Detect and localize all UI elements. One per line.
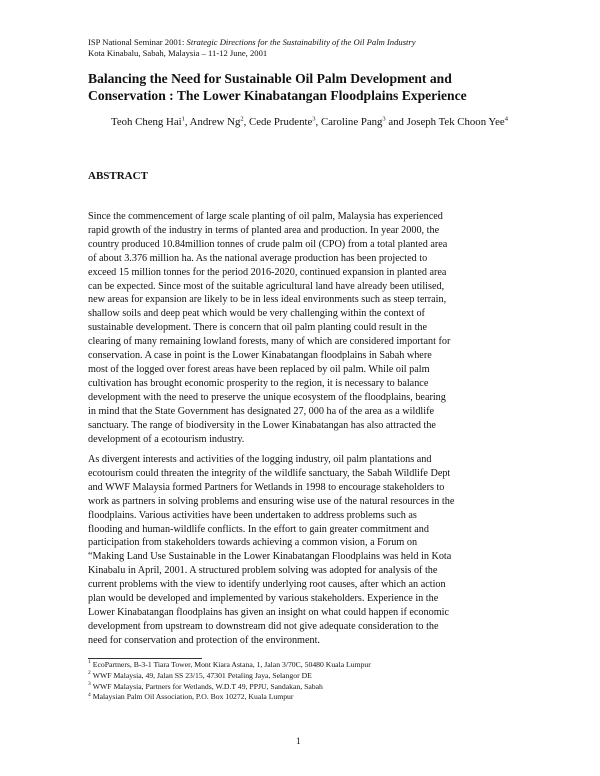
abstract-paragraph-1 (88, 210, 524, 446)
text-line: sustainable development. There is concern that oil palm planting could result in the (88, 322, 428, 334)
text-line: need for conservation and protection of the environment. (88, 634, 320, 646)
text-line: Kinabalu in April, 2001. A structured problem solving was adopted for analysis of the (88, 565, 438, 577)
text-line: sanctuary. The range of biodiversity in the Lower Kinabatangan has also attracted the (88, 419, 436, 431)
footnote: $^4$ Malaysian Palm Oil Association, P.O. Box 10272, Kuala Lumpur (88, 691, 294, 702)
author: Cede Prudente$^3$, (249, 115, 321, 128)
text-line: ecotourism could threaten the integrity of the wildlife sanctuary, the Sabah Wildlife Dept (88, 467, 451, 479)
abstract-paragraph-2 (88, 453, 524, 648)
text-line: development of a ecotourism industry. (88, 433, 245, 445)
text-line: development from upstream to downstream did not give adequate consideration to the (88, 620, 439, 632)
author: Andrew Ng$^2$, (189, 115, 250, 128)
text-line: work as partners in solving problems and ensuring wise use of the natural resources in the (88, 495, 455, 507)
text-line: clearing of many remaining lowland forests, many of which are considered important for (88, 336, 451, 348)
text-line: development with the need to preserve the unique ecosystem of the floodplains, bearing (88, 391, 446, 403)
text-line: conservation. A case in point is the Lower Kinabatangan floodplains in Sabah where (88, 350, 432, 362)
footnote-divider (88, 658, 202, 659)
page-number: 1 (296, 737, 301, 747)
footnote: $^3$ WWF Malaysia, Partners for Wetlands, W.D.T 49, PPJU, Sandakan, Sabah (88, 681, 323, 691)
text-line: cultivation has brought economic prosperity to the region, it is necessary to balance (88, 377, 429, 389)
author-list (111, 116, 508, 128)
text-line: As divergent interests and activities of the logging industry, oil palm plantations and (88, 454, 432, 465)
footnotes (88, 660, 371, 703)
text-line: can be expected. Since most of the suitable agricultural land have already been utilised, (88, 280, 445, 292)
text-line: exceed 15 million tonnes for the period 2016-2020, continued expansion in planted area (88, 266, 447, 278)
footnote: $^2$ WWF Malaysia, 49, Jalan SS 23/15, 47301 Petaling Jaya, Selangor DE (88, 670, 312, 680)
author: Teoh Cheng Hai$^1$, (111, 115, 190, 128)
text-line: shallow soils and deep peat which would be very challenging within the context of (88, 308, 425, 320)
conference-header-line1: ISP National Seminar 2001: Strategic Directions for the Sustainability of the Oil Palm Industry (88, 37, 416, 47)
text-line: new areas for expansion are likely to be in less ideal environments such as steep terrain, (88, 294, 447, 306)
text-line: rapid growth of the industry in terms of planted area and production. In year 2000, the (88, 224, 440, 236)
author: Caroline Pang$^3$ and (320, 115, 407, 128)
text-line: current problems with the view to identify underlying root causes, after which an action (88, 579, 446, 591)
text-line: and WWF Malaysia formed Partners for Wetlands in 1998 to encourage stakeholders to (88, 481, 445, 493)
text-line: Lower Kinabatangan floodplains has given an insight on what could happen if economic (88, 606, 449, 618)
text-line: country produced 10.84million tonnes of crude palm oil (CPO) from a total planted area (88, 238, 448, 250)
author: Joseph Tek Choon Yee$^4$ (406, 115, 508, 128)
text-line: most of the logged over forest areas have been replaced by oil palm. While oil palm (88, 363, 430, 375)
conference-header-line2: Kota Kinabalu, Sabah, Malaysia – 11-12 June, 2001 (88, 47, 268, 58)
text-line: Since the commencement of large scale planting of oil palm, Malaysia has experienced (88, 211, 443, 222)
conference-header (88, 37, 416, 58)
text-line: in mind that the State Government has designated 27, 000 ha of the area as a wildlife (88, 405, 434, 417)
footnote: $^1$ EcoPartners, B-3-1 Tiara Tower, Mont Kiara Astana, 1, Jalan 3/70C, 50480 Kuala Lumpur (88, 659, 371, 669)
text-line: plan would be developed and implemented by various stakeholders. Experience in the (88, 593, 439, 605)
text-line: floodplains. Various activities have been undertaken to address problems such as (88, 509, 417, 521)
text-line: “Making Land Use Sustainable in the Lower Kinabatangan Floodplains was held in Kota (88, 551, 452, 563)
abstract-heading: ABSTRACT (88, 170, 148, 182)
paper-title: Balancing the Need for Sustainable Oil Palm Development and Conservation : The Lower Kinabatangan Floodplains Experience (88, 71, 467, 103)
text-line: participation from stakeholders towards achieving a common vision, a Forum on (88, 537, 418, 549)
text-line: of about 3.376 million ha. As the national average production has been projected to (88, 252, 428, 264)
text-line: flooding and human-wildlife conflicts. In the effort to gain greater commitment and (88, 523, 429, 535)
